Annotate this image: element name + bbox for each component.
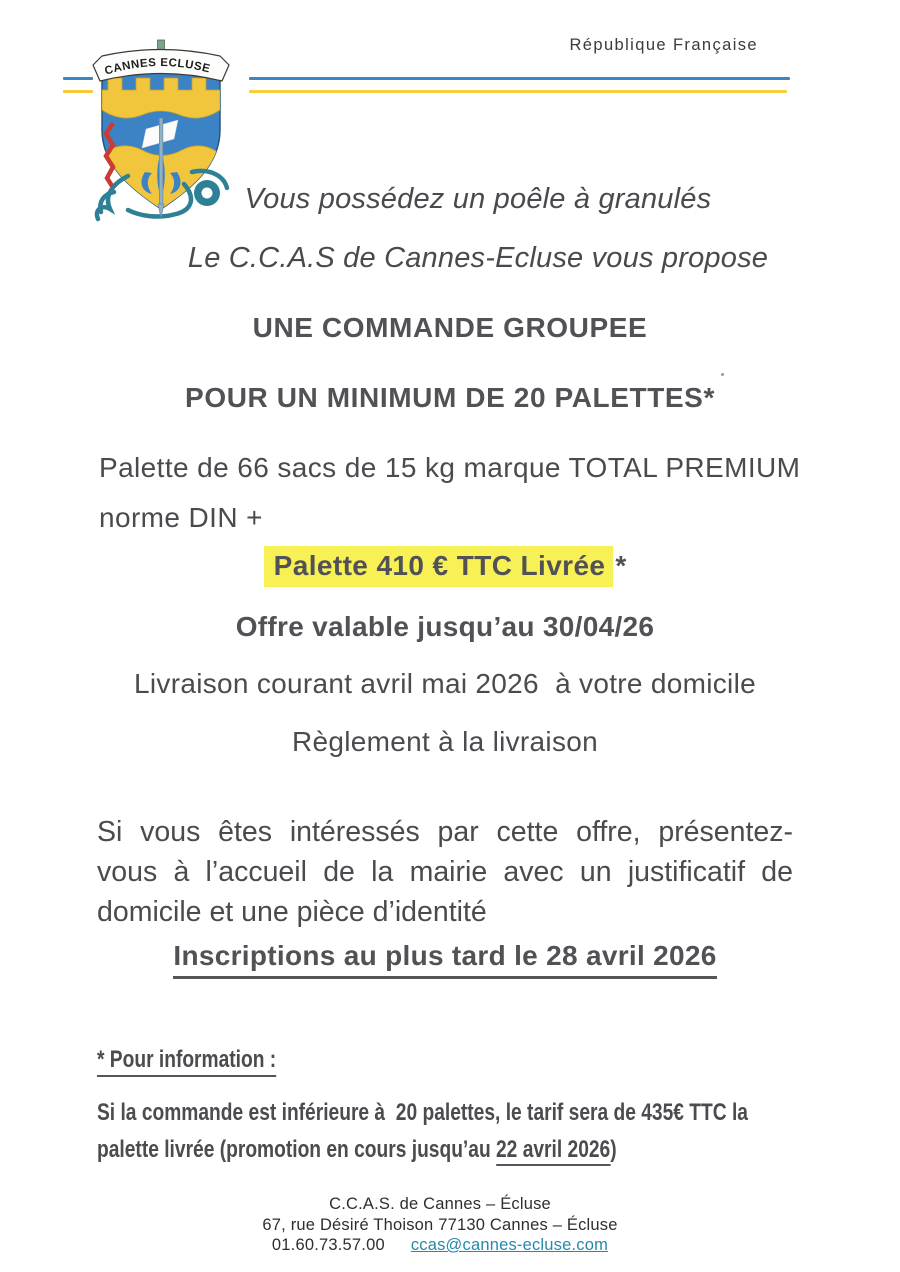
cta-line-2: vous à l’accueil de la mairie avec un justificatif de — [97, 856, 793, 888]
scan-speck — [721, 373, 724, 376]
price-asterisk: * — [615, 550, 627, 581]
blue-rule-main — [249, 77, 790, 80]
cta-line-3: domicile et une pièce d’identité — [97, 896, 487, 928]
offer-validity: Offre valable jusqu’au 30/04/26 — [235, 611, 655, 642]
footer-address: 67, rue Désiré Thoison 77130 Cannes – Écluse — [262, 1215, 618, 1234]
intro-line-1: Vous possédez un poêle à granulés — [244, 183, 712, 215]
registration-deadline — [97, 940, 793, 972]
footnote-line-2 — [97, 1131, 747, 1168]
registration-deadline-text: Inscriptions au plus tard le 28 avril 2026 — [173, 940, 716, 979]
footer-email-link[interactable]: ccas@cannes-ecluse.com — [410, 1236, 609, 1254]
heading-minimum-palettes: POUR UN MINIMUM DE 20 PALETTES* — [185, 382, 715, 413]
cta-line-1: Si vous êtes intéressés par cette offre, présentez- — [97, 816, 793, 848]
price-line — [97, 550, 793, 582]
footnote-promo-date: 22 avril 2026 — [496, 1136, 610, 1166]
product-line-1: Palette de 66 sacs de 15 kg marque TOTAL PREMIUM — [99, 452, 801, 483]
footnote-title-text: * Pour information : — [97, 1046, 276, 1077]
footnote-line-1-text: Si la commande est inférieure à 20 palettes, le tarif sera de 435€ TTC la — [97, 1099, 748, 1126]
delivery-info: Livraison courant avril mai 2026 à votre domicile — [134, 668, 756, 699]
republique-francaise-label: République Française — [569, 36, 758, 54]
heading-commande-groupee: UNE COMMANDE GROUPEE — [252, 312, 648, 343]
payment-info: Règlement à la livraison — [291, 726, 598, 757]
footnote-title — [97, 1046, 321, 1074]
footnote-line-2-after: ) — [610, 1136, 617, 1163]
cta-paragraph — [97, 812, 793, 932]
coat-banner-text: CANNES ECLUSE — [103, 56, 212, 78]
footer-contact-block — [0, 1194, 880, 1256]
footnote-line-2-before: palette livrée (promotion en cours jusqu’au — [97, 1136, 496, 1163]
footer-contact-line — [0, 1235, 880, 1256]
yellow-rule-main — [249, 90, 787, 93]
footer-org-name: C.C.A.S. de Cannes – Écluse — [329, 1195, 551, 1213]
footer-phone: 01.60.73.57.00 — [271, 1236, 385, 1254]
price-highlight: Palette 410 € TTC Livrée — [264, 546, 614, 587]
product-line-2: norme DIN + — [99, 502, 263, 533]
footnote-line-1 — [97, 1094, 900, 1131]
intro-line-2: Le C.C.A.S de Cannes-Ecluse vous propose — [187, 242, 769, 274]
